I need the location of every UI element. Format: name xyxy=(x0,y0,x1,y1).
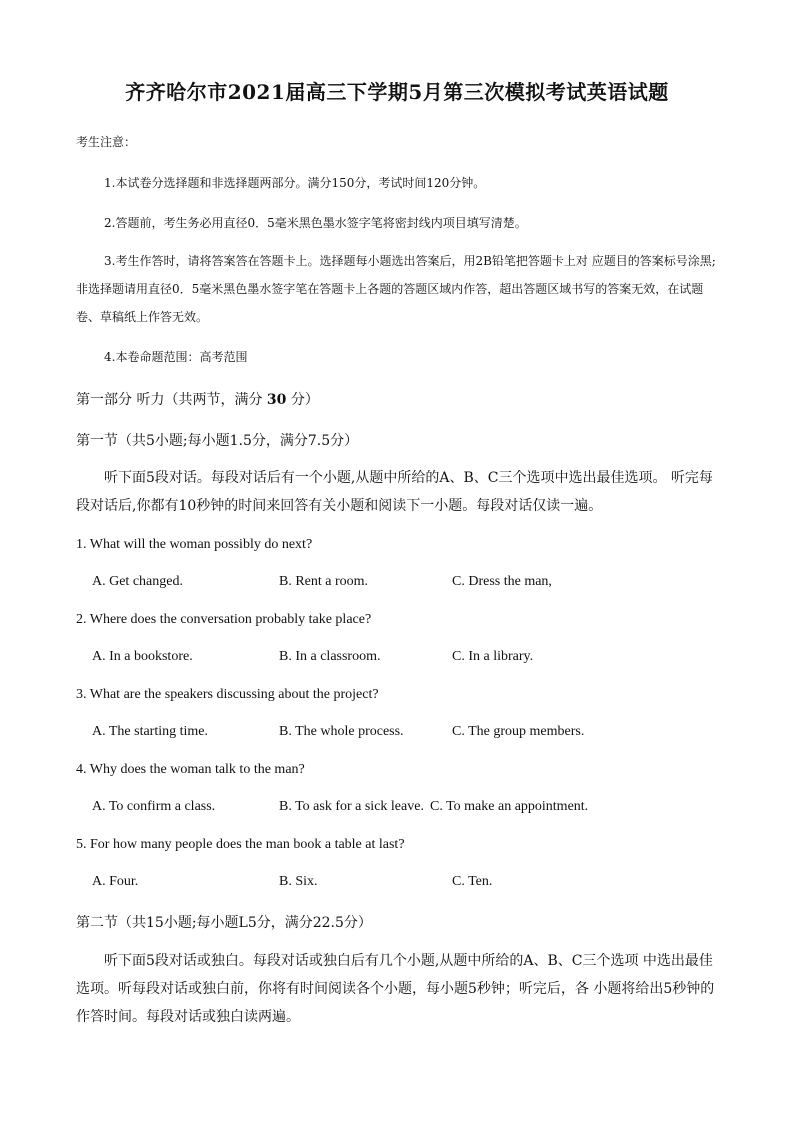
note-item-3: 3.考生作答时，请将答案答在答题卡上。选择题每小题选出答案后，用2B铅笔把答题卡上对 应题目的答案标号涂黑;非选择题请用直径0．5毫米黑色墨水签字笔在答题卡上各题的答题区域内作答，超出答题区域书写的答案无效，在试题卷、草稿纸上作答无效。 xyxy=(76,254,716,324)
question-1-option-a: A. Get changed. xyxy=(92,574,183,589)
section1-heading: 第一节（共5小题;每小题1.5分，满分7.5分） xyxy=(76,433,359,449)
note-item-4: 4.本卷命题范围：高考范围 xyxy=(104,350,248,364)
question-2-option-b: B. In a classroom. xyxy=(279,649,381,664)
part1-suffix: 分） xyxy=(290,392,319,408)
question-1-stem: 1. What will the woman possibly do next? xyxy=(76,537,313,552)
part1-label: 第一部分 听力（共两节，满分 xyxy=(76,392,263,408)
note-item-1: 1.本试卷分选择题和非选择题两部分。满分150分，考试时间120分钟。 xyxy=(104,176,486,190)
page-title: 齐齐哈尔市2021届高三下学期5月第三次模拟考试英语试题 xyxy=(125,80,669,104)
part1-score: 30 xyxy=(266,392,287,408)
section1-instructions: 听下面5段对话。每段对话后有一个小题,从题中所给的A、B、C三个选项中选出最佳选项。 听完每段对话后,你都有10秒钟的时间来回答有关小题和阅读下一小题。每段对话仅读一遍。 xyxy=(76,470,713,514)
question-3-option-a: A. The starting time. xyxy=(92,724,208,739)
question-2-option-c: C. In a library. xyxy=(452,649,534,664)
question-3-stem: 3. What are the speakers discussing about the project? xyxy=(76,687,379,702)
section2-instructions: 听下面5段对话或独白。每段对话或独白后有几个小题,从题中所给的A、B、C三个选项 中选出最佳选项。听每段对话或独白前，你将有时间阅读各个小题，每小题5秒钟；听完后，各 小题将给出5秒钟的作答时间。每段对话或独白读两遍。 xyxy=(76,953,715,1025)
question-4-option-a: A. To confirm a class. xyxy=(92,799,216,814)
question-1-option-c: C. Dress the man, xyxy=(452,574,552,589)
note-item-2: 2.答题前，考生务必用直径0．5毫米黑色墨水签字笔将密封线内项目填写清楚。 xyxy=(104,216,527,230)
question-2-stem: 2. Where does the conversation probably take place? xyxy=(76,612,372,627)
question-4-option-b: B. To ask for a sick leave. xyxy=(279,799,424,814)
question-5-stem: 5. For how many people does the man book a table at last? xyxy=(76,837,405,852)
question-5-option-b: B. Six. xyxy=(279,874,318,889)
question-2-option-a: A. In a bookstore. xyxy=(92,649,193,664)
question-5-option-c: C. Ten. xyxy=(452,874,493,889)
question-3-option-c: C. The group members. xyxy=(452,724,585,739)
question-1-option-b: B. Rent a room. xyxy=(279,574,369,589)
section2-heading: 第二节（共15小题;每小题L5分，满分22.5分） xyxy=(76,915,372,931)
question-4-stem: 4. Why does the woman talk to the man? xyxy=(76,762,305,777)
question-5-option-a: A. Four. xyxy=(92,874,139,889)
part1-heading xyxy=(76,389,319,409)
question-4-option-c: C. To make an appointment. xyxy=(430,799,589,814)
question-3-option-b: B. The whole process. xyxy=(279,724,404,739)
notes-heading: 考生注意： xyxy=(76,135,137,149)
